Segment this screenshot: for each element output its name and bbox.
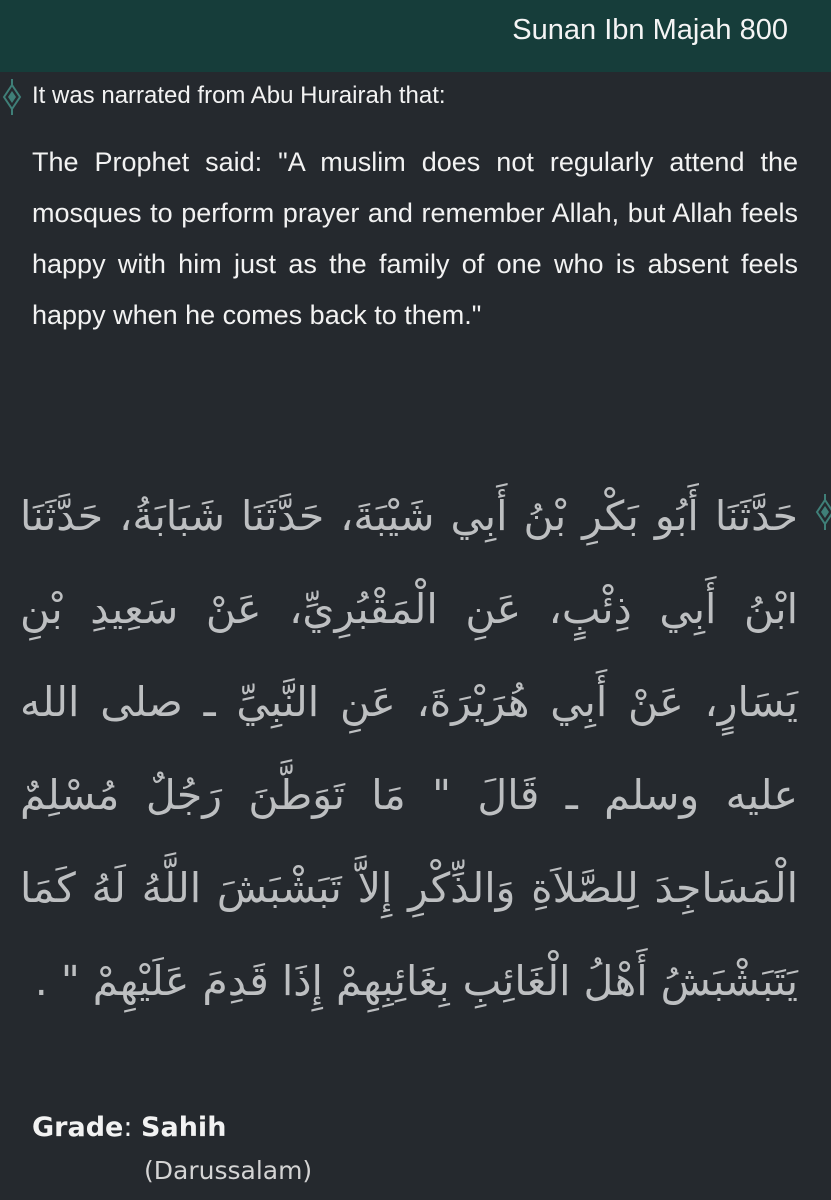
arabic-text: حَدَّثَنَا أَبُو بَكْرِ بْنُ أَبِي شَيْبَةَ، حَدَّثَنَا شَبَابَةُ، حَدَّثَنَا ابْنُ أَبِي ذِئْبٍ، عَنِ الْمَقْبُرِيِّ، عَنْ سَعِيدِ بْنِ يَسَارٍ، عَنْ أَبِي هُرَيْرَةَ، عَنِ النَّبِيِّ ـ صلى الله عليه وسلم ـ قَالَ " مَا تَوَطَّنَ رَجُلٌ مُسْلِمٌ الْمَسَاجِدَ لِلصَّلاَةِ وَالذِّكْرِ إِلاَّ تَبَشْبَشَ اللَّهُ لَهُ كَمَا يَتَبَشْبَشُ أَهْلُ الْغَائِبِ بِغَائِبِهِمْ إِذَا قَدِمَ عَلَيْهِمْ " . [20,492,798,1005]
ornament-icon [0,78,24,116]
grade-source: (Darussalam) [144,1156,313,1185]
narrator-line: It was narrated from Abu Hurairah that: [32,82,446,109]
english-translation: The Prophet said: "A muslim does not regularly attend the mosques to perform prayer and remember Allah, but Allah feels happy with him just as the family of one who is absent feels happy when he comes back to them." [32,147,798,330]
grade-line [32,1112,226,1143]
page-header [0,0,831,72]
collection-title: Sunan Ibn Majah 800 [512,14,788,46]
grade-label: Grade [32,1112,124,1143]
ornament-icon [813,493,831,531]
grade-value: Sahih [141,1112,227,1143]
grade-separator: : [123,1112,133,1143]
